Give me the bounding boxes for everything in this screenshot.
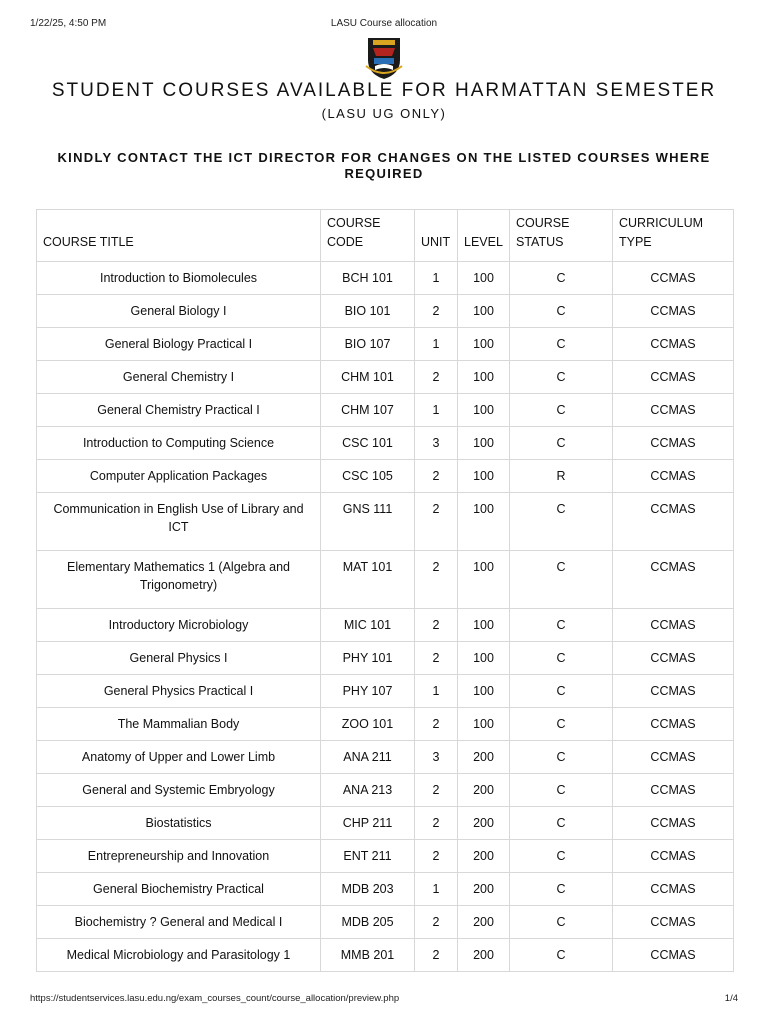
curriculum-type-cell: CCMAS <box>613 873 734 906</box>
unit-cell: 2 <box>415 493 458 551</box>
course-code-cell: MAT 101 <box>321 551 415 609</box>
notice-text: KINDLY CONTACT THE ICT DIRECTOR FOR CHANGES ON THE LISTED COURSES WHERE REQUIRED <box>57 150 711 181</box>
course-title-cell: General Physics Practical I <box>37 675 321 708</box>
unit-cell: 2 <box>415 708 458 741</box>
course-title-cell: Entrepreneurship and Innovation <box>37 840 321 873</box>
course-code-cell: BIO 101 <box>321 295 415 328</box>
course-code-cell: GNS 111 <box>321 493 415 551</box>
unit-cell: 3 <box>415 427 458 460</box>
course-status-cell: C <box>510 493 613 551</box>
course-code-cell: BIO 107 <box>321 328 415 361</box>
curriculum-type-cell: CCMAS <box>613 675 734 708</box>
table-row <box>37 807 734 840</box>
course-code-cell: ENT 211 <box>321 840 415 873</box>
table-row <box>37 906 734 939</box>
unit-cell: 1 <box>415 873 458 906</box>
curriculum-type-cell: CCMAS <box>613 427 734 460</box>
unit-cell: 2 <box>415 906 458 939</box>
curriculum-type-cell: CCMAS <box>613 840 734 873</box>
table-row <box>37 708 734 741</box>
level-cell: 100 <box>458 361 510 394</box>
course-code-cell: MIC 101 <box>321 609 415 642</box>
course-code-cell: CHM 107 <box>321 394 415 427</box>
level-cell: 200 <box>458 807 510 840</box>
course-status-cell: C <box>510 741 613 774</box>
print-url: https://studentservices.lasu.edu.ng/exam_courses_count/course_allocation/preview.php <box>30 993 400 1004</box>
column-header: LEVEL <box>458 210 510 262</box>
table-row <box>37 427 734 460</box>
unit-cell: 2 <box>415 551 458 609</box>
course-status-cell: R <box>510 460 613 493</box>
course-title-cell: General Chemistry Practical I <box>37 394 321 427</box>
column-header: UNIT <box>415 210 458 262</box>
course-title-cell: General Physics I <box>37 642 321 675</box>
table-row <box>37 642 734 675</box>
table-row <box>37 493 734 551</box>
course-code-cell: ZOO 101 <box>321 708 415 741</box>
curriculum-type-cell: CCMAS <box>613 609 734 642</box>
course-status-cell: C <box>510 939 613 972</box>
curriculum-type-cell: CCMAS <box>613 708 734 741</box>
course-title-cell: Elementary Mathematics 1 (Algebra and Trigonometry) <box>37 551 321 609</box>
course-title-cell: General Biochemistry Practical <box>37 873 321 906</box>
course-status-cell: C <box>510 361 613 394</box>
print-header <box>30 18 738 32</box>
course-title-cell: Medical Microbiology and Parasitology 1 <box>37 939 321 972</box>
table-row <box>37 328 734 361</box>
curriculum-type-cell: CCMAS <box>613 328 734 361</box>
table-row <box>37 675 734 708</box>
curriculum-type-cell: CCMAS <box>613 551 734 609</box>
course-code-cell: ANA 213 <box>321 774 415 807</box>
course-status-cell: C <box>510 609 613 642</box>
course-title-cell: Communication in English Use of Library and ICT <box>37 493 321 551</box>
table-row <box>37 394 734 427</box>
level-cell: 100 <box>458 708 510 741</box>
course-status-cell: C <box>510 675 613 708</box>
level-cell: 100 <box>458 262 510 295</box>
level-cell: 100 <box>458 551 510 609</box>
level-cell: 200 <box>458 939 510 972</box>
table-row <box>37 262 734 295</box>
course-title-cell: The Mammalian Body <box>37 708 321 741</box>
course-status-cell: C <box>510 708 613 741</box>
level-cell: 100 <box>458 642 510 675</box>
unit-cell: 2 <box>415 774 458 807</box>
curriculum-type-cell: CCMAS <box>613 295 734 328</box>
level-cell: 200 <box>458 906 510 939</box>
course-code-cell: CHM 101 <box>321 361 415 394</box>
print-footer <box>30 993 738 1004</box>
course-code-cell: CSC 101 <box>321 427 415 460</box>
table-row <box>37 840 734 873</box>
course-title-cell: Anatomy of Upper and Lower Limb <box>37 741 321 774</box>
print-page-title: LASU Course allocation <box>330 18 438 29</box>
course-status-cell: C <box>510 394 613 427</box>
unit-cell: 1 <box>415 262 458 295</box>
course-status-cell: C <box>510 262 613 295</box>
page-subtitle: (LASU UG ONLY) <box>321 106 447 121</box>
unit-cell: 2 <box>415 460 458 493</box>
course-code-cell: MDB 205 <box>321 906 415 939</box>
print-page-number: 1/4 <box>724 993 738 1004</box>
table-row <box>37 460 734 493</box>
curriculum-type-cell: CCMAS <box>613 906 734 939</box>
course-title-cell: Biochemistry ? General and Medical I <box>37 906 321 939</box>
curriculum-type-cell: CCMAS <box>613 262 734 295</box>
course-code-cell: PHY 107 <box>321 675 415 708</box>
level-cell: 100 <box>458 295 510 328</box>
course-title-cell: General and Systemic Embryology <box>37 774 321 807</box>
course-code-cell: ANA 211 <box>321 741 415 774</box>
course-status-cell: C <box>510 642 613 675</box>
course-status-cell: C <box>510 551 613 609</box>
course-status-cell: C <box>510 840 613 873</box>
unit-cell: 2 <box>415 642 458 675</box>
unit-cell: 2 <box>415 939 458 972</box>
unit-cell: 1 <box>415 328 458 361</box>
column-header: COURSE STATUS <box>510 210 613 262</box>
curriculum-type-cell: CCMAS <box>613 493 734 551</box>
course-status-cell: C <box>510 906 613 939</box>
curriculum-type-cell: CCMAS <box>613 807 734 840</box>
level-cell: 100 <box>458 609 510 642</box>
curriculum-type-cell: CCMAS <box>613 394 734 427</box>
unit-cell: 2 <box>415 361 458 394</box>
course-status-cell: C <box>510 873 613 906</box>
unit-cell: 3 <box>415 741 458 774</box>
table-row <box>37 609 734 642</box>
table-row <box>37 741 734 774</box>
level-cell: 200 <box>458 774 510 807</box>
level-cell: 100 <box>458 493 510 551</box>
unit-cell: 1 <box>415 675 458 708</box>
column-header: CURRICULUM TYPE <box>613 210 734 262</box>
level-cell: 200 <box>458 873 510 906</box>
course-title-cell: Introductory Microbiology <box>37 609 321 642</box>
table-row <box>37 873 734 906</box>
curriculum-type-cell: CCMAS <box>613 741 734 774</box>
unit-cell: 2 <box>415 807 458 840</box>
unit-cell: 2 <box>415 295 458 328</box>
course-status-cell: C <box>510 427 613 460</box>
curriculum-type-cell: CCMAS <box>613 642 734 675</box>
course-code-cell: BCH 101 <box>321 262 415 295</box>
table-row <box>37 361 734 394</box>
level-cell: 100 <box>458 675 510 708</box>
level-cell: 100 <box>458 328 510 361</box>
unit-cell: 2 <box>415 840 458 873</box>
course-status-cell: C <box>510 295 613 328</box>
course-code-cell: CHP 211 <box>321 807 415 840</box>
table-row <box>37 551 734 609</box>
course-title-cell: Introduction to Computing Science <box>37 427 321 460</box>
curriculum-type-cell: CCMAS <box>613 460 734 493</box>
level-cell: 100 <box>458 394 510 427</box>
table-row <box>37 774 734 807</box>
course-status-cell: C <box>510 774 613 807</box>
course-code-cell: MDB 203 <box>321 873 415 906</box>
course-title-cell: Biostatistics <box>37 807 321 840</box>
table-header-row <box>37 210 734 262</box>
course-title-cell: Introduction to Biomolecules <box>37 262 321 295</box>
curriculum-type-cell: CCMAS <box>613 939 734 972</box>
column-header: COURSE TITLE <box>37 210 321 262</box>
course-code-cell: PHY 101 <box>321 642 415 675</box>
table-row <box>37 939 734 972</box>
unit-cell: 2 <box>415 609 458 642</box>
courses-table <box>36 209 734 972</box>
table-row <box>37 295 734 328</box>
column-header: COURSE CODE <box>321 210 415 262</box>
course-title-cell: Computer Application Packages <box>37 460 321 493</box>
course-status-cell: C <box>510 807 613 840</box>
print-datetime: 1/22/25, 4:50 PM <box>30 18 107 29</box>
level-cell: 200 <box>458 840 510 873</box>
course-title-cell: General Biology Practical I <box>37 328 321 361</box>
course-code-cell: MMB 201 <box>321 939 415 972</box>
course-code-cell: CSC 105 <box>321 460 415 493</box>
level-cell: 200 <box>458 741 510 774</box>
level-cell: 100 <box>458 460 510 493</box>
university-crest-logo <box>364 36 404 80</box>
curriculum-type-cell: CCMAS <box>613 774 734 807</box>
page-title: STUDENT COURSES AVAILABLE FOR HARMATTAN SEMESTER <box>51 80 717 101</box>
course-title-cell: General Biology I <box>37 295 321 328</box>
unit-cell: 1 <box>415 394 458 427</box>
curriculum-type-cell: CCMAS <box>613 361 734 394</box>
course-status-cell: C <box>510 328 613 361</box>
course-title-cell: General Chemistry I <box>37 361 321 394</box>
level-cell: 100 <box>458 427 510 460</box>
